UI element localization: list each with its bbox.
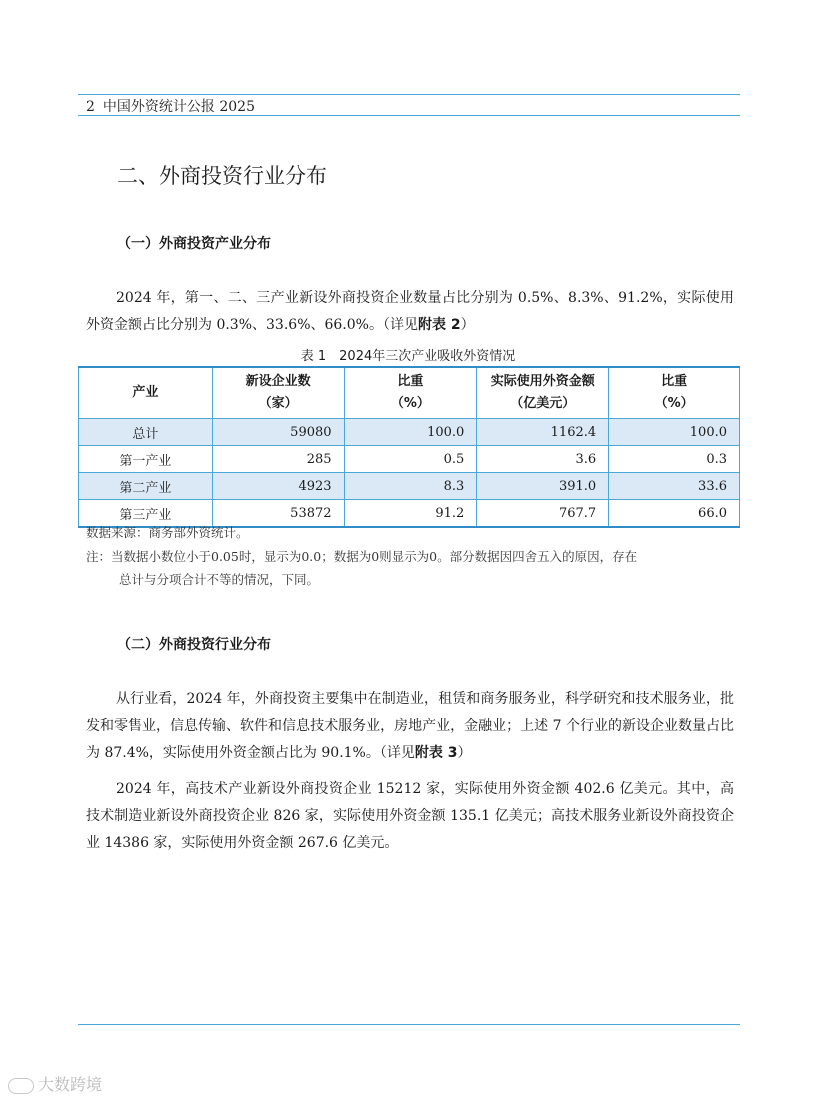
cell-share-amount: 0.3 (609, 446, 740, 473)
cell-share-firms: 0.5 (344, 446, 477, 473)
cell-share-amount: 66.0 (609, 500, 740, 528)
subsection-title-sector: （二）外商投资行业分布 (117, 637, 271, 653)
appendix-ref-3[interactable]: 附表 3 (414, 745, 458, 761)
watermark-text: 大数跨境 (38, 1075, 103, 1094)
paragraph-text: 2024 年，第一、二、三产业新设外商投资企业数量占比分别为 0.5%、8.3%、91.2%，实际使用外资金额占比分别为 0.3%、33.6%、66.0%。（详见 (86, 290, 734, 333)
footer-rule (78, 1024, 740, 1025)
cell-amount: 3.6 (477, 446, 609, 473)
paragraph-sector-concentration (86, 686, 734, 767)
row-label: 第一产业 (79, 446, 213, 473)
paragraph-close: ） (460, 317, 475, 333)
table-source: 数据来源：商务部外资统计。 (86, 525, 249, 540)
row-label: 第三产业 (79, 500, 213, 528)
publication-title: 中国外资统计公报 2025 (102, 99, 256, 115)
cell-count: 285 (212, 446, 344, 473)
table-row (79, 473, 740, 500)
appendix-ref-2[interactable]: 附表 2 (417, 317, 461, 333)
page-number: 2 (86, 99, 95, 115)
cell-share-firms: 100.0 (344, 419, 477, 446)
header-amount: 实际使用外资金额 （亿美元） (477, 367, 609, 419)
paragraph-text: 从行业看，2024 年，外商投资主要集中在制造业，租赁和商务服务业，科学研究和技术服务业，批发和零售业，信息传输、软件和信息技术服务业，房地产业，金融业；上述 7 个行业的新设企业数量占比为 87.4%，实际使用外资金额占比为 90.1%。（详见 (86, 691, 734, 761)
paragraph-close: ） (457, 745, 472, 761)
cell-count: 4923 (212, 473, 344, 500)
table-row (79, 419, 740, 446)
header-top-rule (78, 94, 740, 95)
cell-count: 59080 (212, 419, 344, 446)
cell-share-amount: 33.6 (609, 473, 740, 500)
header-share-firms: 比重 （%） (344, 367, 477, 419)
industry-table (78, 366, 740, 528)
watermark-logo-icon (8, 1078, 34, 1094)
cell-share-firms: 8.3 (344, 473, 477, 500)
watermark (8, 1072, 102, 1095)
section-title: 二、外商投资行业分布 (117, 164, 327, 188)
header-industry: 产业 (79, 367, 213, 419)
cell-count: 53872 (212, 500, 344, 528)
cell-share-firms: 91.2 (344, 500, 477, 528)
paragraph-high-tech: 2024 年，高技术产业新设外商投资企业 15212 家，实际使用外资金额 402.6 亿美元。其中，高技术制造业新设外商投资企业 826 家，实际使用外资金额 135.1 亿美元；高技术服务业新设外商投资企业 14386 家，实际使用外资金额 267.6 亿美元。 (86, 781, 734, 851)
note-line-2: 总计与分项合计不等的情况，下同。 (119, 572, 320, 587)
table-note (86, 545, 736, 591)
table-caption: 表 1 2024年三次产业吸收外资情况 (300, 349, 516, 364)
cell-amount: 391.0 (477, 473, 609, 500)
cell-amount: 1162.4 (477, 419, 609, 446)
note-line-1: 注：当数据小数位小于0.05时，显示为0.0；数据为0则显示为0。部分数据因四舍五入的原因，存在 (86, 549, 638, 564)
table-row (79, 446, 740, 473)
header-new-firms: 新设企业数 （家） (212, 367, 344, 419)
header-share-amount: 比重 （%） (609, 367, 740, 419)
cell-amount: 767.7 (477, 500, 609, 528)
table-header-row (79, 367, 740, 419)
header-bottom-rule (78, 115, 740, 116)
row-label: 第二产业 (79, 473, 213, 500)
paragraph-industry-share (86, 285, 734, 339)
cell-share-amount: 100.0 (609, 419, 740, 446)
row-label: 总计 (79, 419, 213, 446)
running-header (86, 96, 263, 116)
subsection-title-industry: （一）外商投资产业分布 (117, 236, 271, 252)
